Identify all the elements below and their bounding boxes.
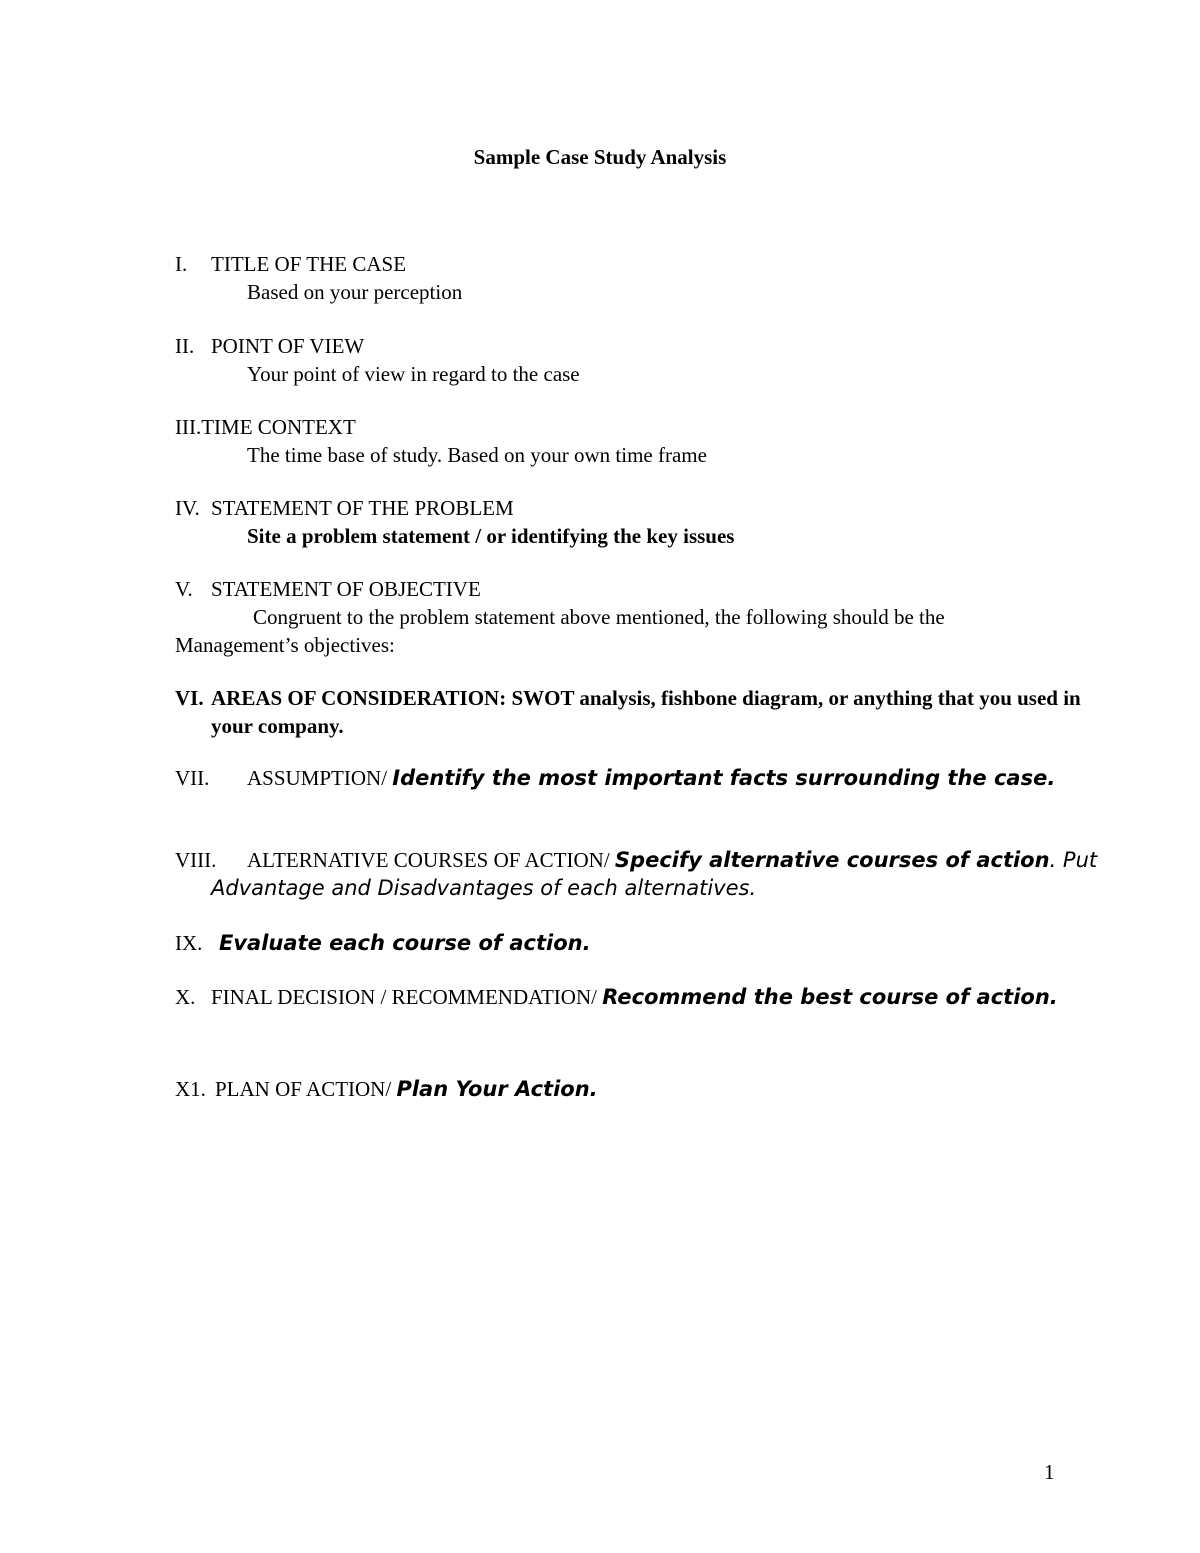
section-time-context <box>175 413 1075 469</box>
section-body: The time base of study. Based on your own time frame <box>247 443 707 467</box>
section-statement-of-problem <box>175 494 1075 550</box>
section-heading: ASSUMPTION/ <box>247 766 388 790</box>
section-evaluate <box>175 929 1075 957</box>
section-areas-of-consideration <box>175 684 1091 740</box>
section-emphasis: Recommend the best course of action. <box>602 985 1058 1009</box>
section-title-of-case <box>175 250 1075 306</box>
section-heading: TITLE OF THE CASE <box>211 252 407 276</box>
section-number: VI. <box>175 686 204 710</box>
section-emphasis: Evaluate each course of action. <box>219 931 591 955</box>
document-title: Sample Case Study Analysis <box>473 145 727 169</box>
section-emphasis: Plan Your Action. <box>396 1077 598 1101</box>
section-number: IX. <box>175 931 203 955</box>
section-assumption <box>175 764 1091 792</box>
section-alternative-courses <box>175 846 1111 902</box>
section-emphasis: Identify the most important facts surrounding the case. <box>392 766 1056 790</box>
section-heading: PLAN OF ACTION/ <box>215 1077 392 1101</box>
section-heading: FINAL DECISION / RECOMMENDATION/ <box>211 985 597 1009</box>
section-number: V. <box>175 577 193 601</box>
section-plan-of-action <box>175 1075 1075 1103</box>
section-body: Congruent to the problem statement above mentioned, the following should be the Management’s objectives: <box>175 605 945 657</box>
page-number: 1 <box>1044 1460 1055 1484</box>
section-emphasis: Specify alternative courses of action <box>614 848 1050 872</box>
section-heading: ALTERNATIVE COURSES OF ACTION/ <box>247 848 610 872</box>
section-statement-of-objective <box>175 575 1035 659</box>
section-number: II. <box>175 334 195 358</box>
section-number: X. <box>175 985 196 1009</box>
section-heading: STATEMENT OF OBJECTIVE <box>211 577 481 601</box>
section-heading: STATEMENT OF THE PROBLEM <box>211 496 514 520</box>
section-final-decision <box>175 983 1111 1011</box>
section-number: X1. <box>175 1077 206 1101</box>
section-number: I. <box>175 252 188 276</box>
section-tail: . Put Advantage and Disadvantages of each alternatives. <box>211 848 1098 900</box>
section-heading: AREAS OF CONSIDERATION: SWOT analysis, fishbone diagram, or anything that you used in your company. <box>211 686 1081 738</box>
section-heading: POINT OF VIEW <box>211 334 365 358</box>
section-number: III. <box>175 415 202 439</box>
section-number: VIII. <box>175 848 217 872</box>
section-body: Your point of view in regard to the case <box>247 362 580 386</box>
section-number: IV. <box>175 496 200 520</box>
section-body: Site a problem statement / or identifying the key issues <box>247 524 735 548</box>
section-point-of-view <box>175 332 1075 388</box>
section-heading: TIME CONTEXT <box>201 415 356 439</box>
section-number: VII. <box>175 766 210 790</box>
section-body: Based on your perception <box>247 280 463 304</box>
